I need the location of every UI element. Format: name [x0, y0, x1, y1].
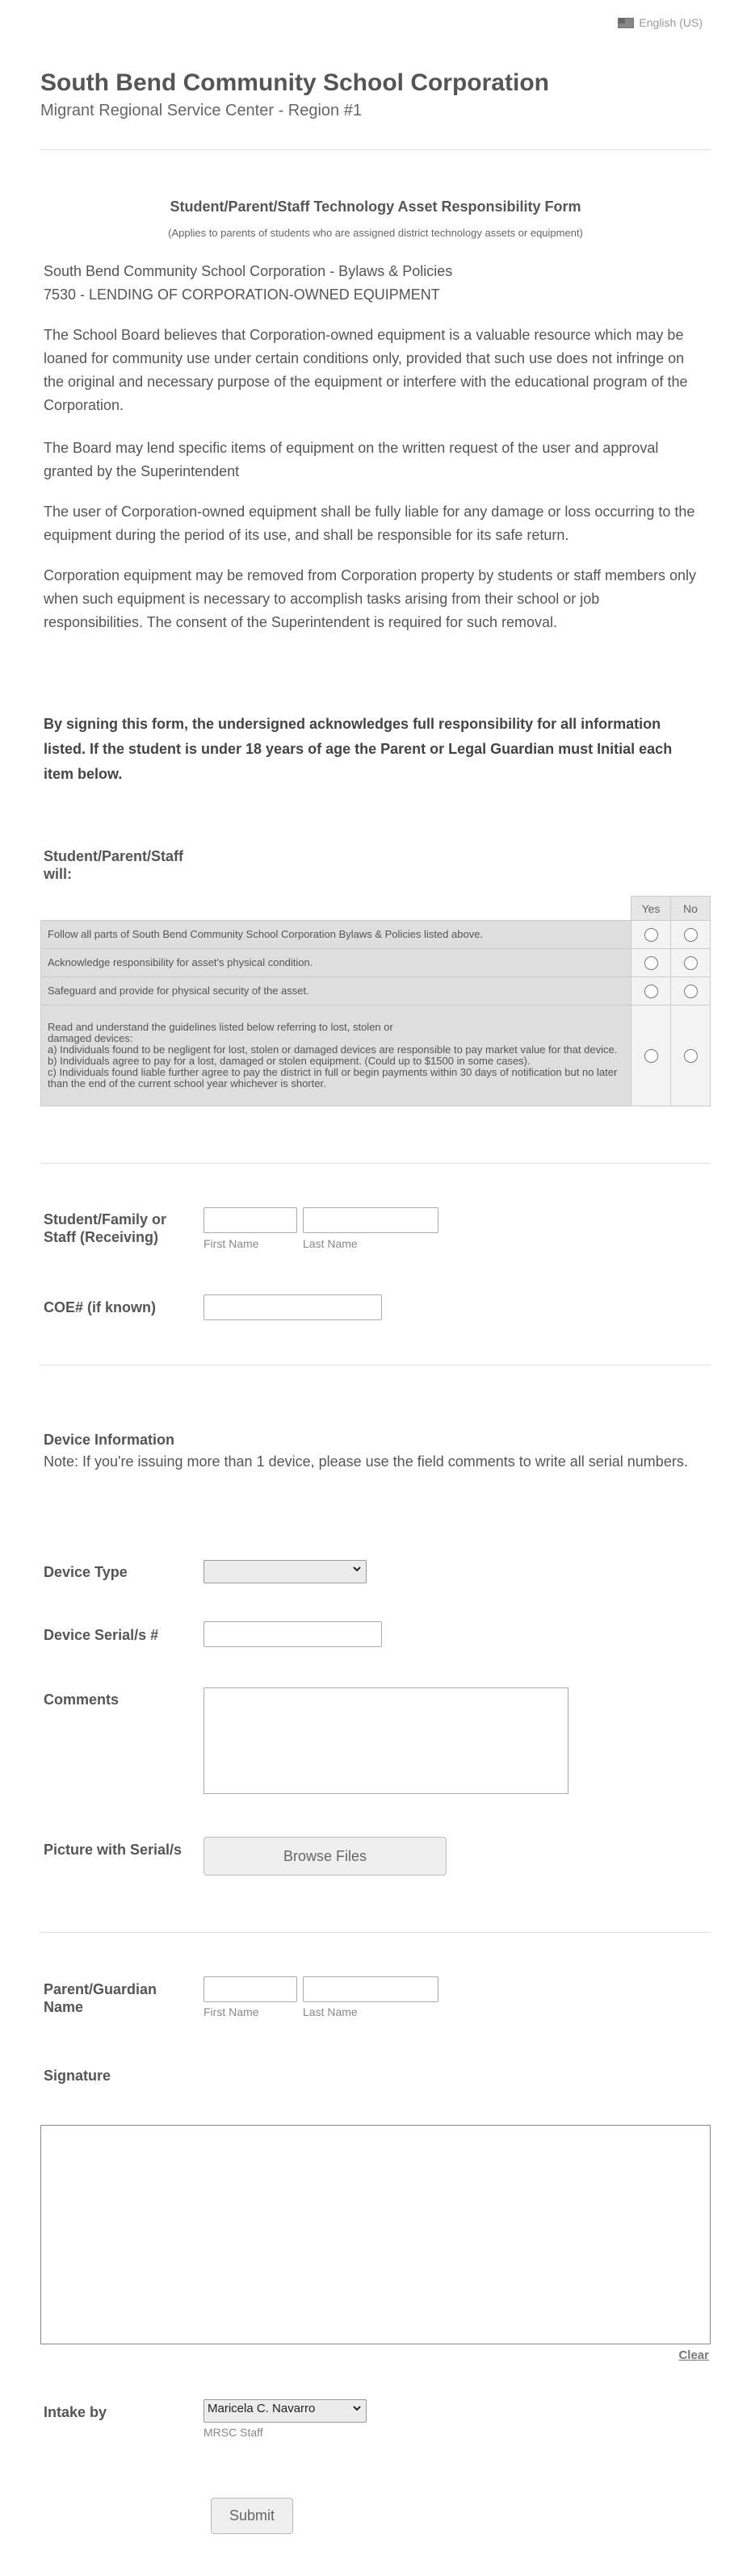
comments-textarea[interactable]: [203, 1687, 568, 1794]
coe-input[interactable]: [203, 1294, 382, 1320]
yes-radio[interactable]: [644, 1049, 658, 1063]
browse-files-button[interactable]: Browse Files: [203, 1837, 447, 1876]
no-radio[interactable]: [684, 1049, 698, 1063]
no-radio[interactable]: [684, 956, 698, 970]
device-type-label: Device Type: [44, 1564, 128, 1580]
page-subtitle: Migrant Regional Service Center - Region #1: [40, 102, 362, 119]
guardian-label: Parent/Guardian Name: [44, 1981, 157, 2015]
divider: [40, 1163, 711, 1164]
intake-sublabel: MRSC Staff: [203, 2426, 263, 2439]
divider: [40, 149, 711, 150]
matrix-question: Read and understand the guidelines listed below referring to lost, stolen or damaged devices: a) Individuals found to be negligent for lost, stolen or damaged devices are responsible to pay market value for that device. b) Individuals agree to pay for a lost, damaged or stolen equipment. (Could up to $1500 in some cases). c) Individuals found liable further agree to pay the district in full or begin payments within 30 days of notification but no later than the end of the current school year whichever is shorter.: [41, 1006, 631, 1106]
matrix-row: [41, 949, 711, 977]
form-header: [40, 69, 711, 120]
guardian-last-name-input[interactable]: [303, 1976, 438, 2002]
device-note: Note: If you're issuing more than 1 device, please use the field comments to write all serial numbers.: [44, 1453, 688, 1470]
first-name-sublabel: First Name: [203, 2005, 259, 2018]
chevron-down-icon: [353, 2404, 361, 2412]
policy-paragraph-1: The School Board believes that Corporation-owned equipment is a valuable resource which may be loaned for community use under certain conditions only, provided that such use does not infringe on the original and necessary purpose of the equipment or interfere with the educational program of the Corporation.: [44, 327, 688, 413]
language-label: English (US): [639, 16, 703, 29]
coe-label: COE# (if known): [44, 1299, 156, 1315]
policy-line-1: South Bend Community School Corporation - Bylaws & Policies: [44, 263, 453, 279]
policy-paragraph-4: Corporation equipment may be removed from Corporation property by students or staff members only when such equipment is necessary to accomplish tasks arising from their school or job responsibilities. The consent of the Superintendent is required for such removal.: [44, 567, 697, 630]
column-yes: Yes: [631, 897, 671, 921]
last-name-sublabel: Last Name: [303, 1237, 358, 1250]
matrix-row: [41, 1006, 711, 1106]
chevron-down-icon: [353, 1565, 361, 1573]
divider: [40, 1932, 711, 1933]
matrix-question: Acknowledge responsibility for asset's physical condition.: [41, 949, 631, 977]
policy-paragraph-2: The Board may lend specific items of equipment on the written request of the user and approval granted by the Superintendent: [44, 440, 659, 479]
policy-paragraph-3: The user of Corporation-owned equipment shall be fully liable for any damage or loss occurring to the equipment during the period of its use, and shall be responsible for its safe return.: [44, 504, 695, 543]
yes-radio[interactable]: [644, 985, 658, 998]
intake-select[interactable]: Maricela C. Navarro: [203, 2399, 367, 2423]
no-radio[interactable]: [684, 985, 698, 998]
signature-label: Signature: [44, 2068, 111, 2084]
picture-label: Picture with Serial/s: [44, 1842, 183, 1858]
device-type-select[interactable]: [203, 1560, 367, 1583]
matrix-row: [41, 977, 711, 1006]
policy-line-2: 7530 - LENDING OF CORPORATION-OWNED EQUIPMENT: [44, 286, 440, 303]
guardian-first-name-input[interactable]: [203, 1976, 297, 2002]
submit-button[interactable]: Submit: [211, 2498, 293, 2534]
flag-icon: [618, 18, 634, 28]
signature-pad[interactable]: [40, 2125, 711, 2344]
receiving-last-name-input[interactable]: [303, 1207, 438, 1233]
last-name-sublabel: Last Name: [303, 2005, 358, 2018]
receiving-label: Student/Family or Staff (Receiving): [44, 1211, 167, 1245]
clear-signature-link[interactable]: Clear: [678, 2348, 709, 2362]
device-serial-label: Device Serial/s #: [44, 1627, 159, 1643]
device-serial-input[interactable]: [203, 1621, 382, 1647]
intake-label: Intake by: [44, 2404, 107, 2420]
device-heading: Device Information: [44, 1432, 175, 1448]
page-title: South Bend Community School Corporation: [40, 69, 549, 96]
yes-radio[interactable]: [644, 928, 658, 942]
matrix-question: Follow all parts of South Bend Community School Corporation Bylaws & Policies listed above.: [41, 921, 631, 949]
yes-radio[interactable]: [644, 956, 658, 970]
matrix-label: Student/Parent/Staff will:: [44, 848, 184, 882]
receiving-first-name-input[interactable]: [203, 1207, 297, 1233]
form-note: (Applies to parents of students who are assigned district technology assets or equipment): [168, 227, 583, 239]
matrix-question: Safeguard and provide for physical security of the asset.: [41, 977, 631, 1006]
language-selector[interactable]: [618, 16, 703, 29]
no-radio[interactable]: [684, 928, 698, 942]
matrix-row: [41, 921, 711, 949]
acknowledgement-text: By signing this form, the undersigned acknowledges full responsibility for all information listed. If the student is under 18 years of age the Parent or Legal Guardian must Initial each item below.: [44, 716, 673, 782]
policy-heading: [44, 260, 703, 307]
first-name-sublabel: First Name: [203, 1237, 259, 1250]
column-no: No: [671, 897, 711, 921]
responsibility-matrix: [40, 896, 711, 1106]
comments-label: Comments: [44, 1692, 120, 1708]
form-title: Student/Parent/Staff Technology Asset Responsibility Form: [170, 199, 581, 215]
